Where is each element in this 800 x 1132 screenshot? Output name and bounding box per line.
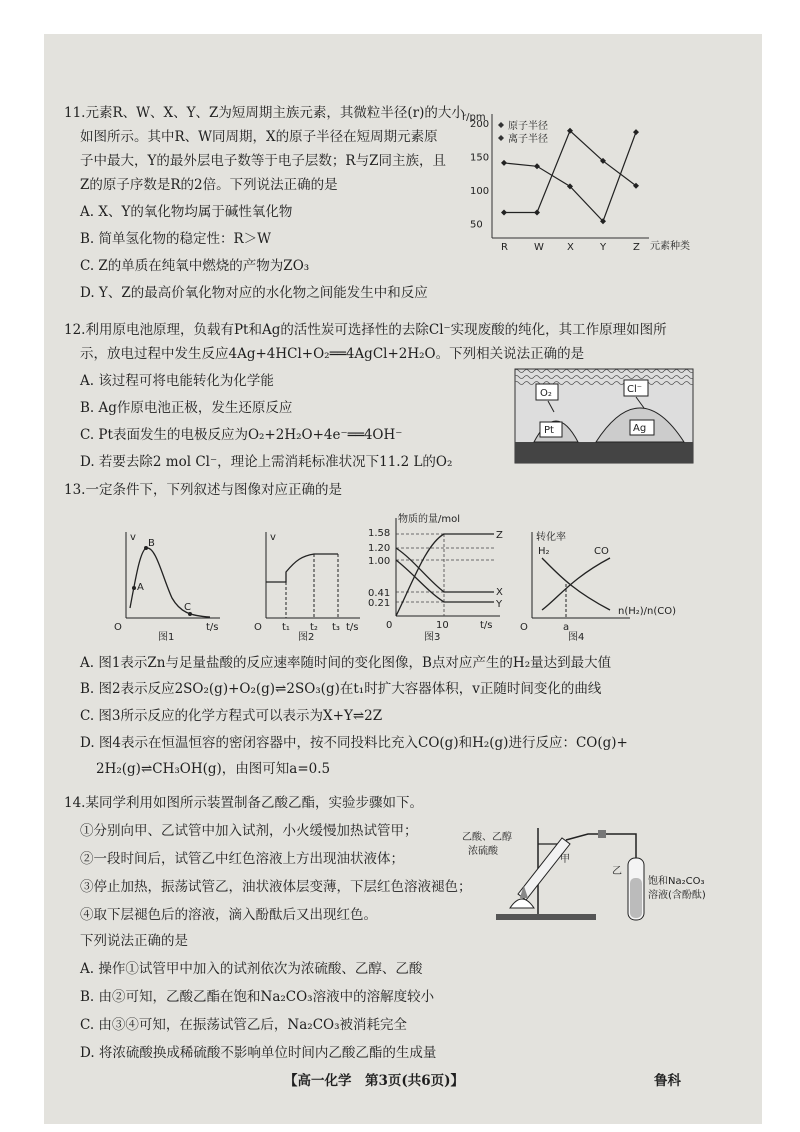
solution-surface [515,369,693,385]
fig2-origin: O [254,622,262,633]
q13-option-a: A. 图1表示Zn与足量盐酸的反应速率随时间的变化图像，B点对应产生的H₂量达到最大值 [80,655,612,671]
fig3-tick-120: 1.20 [368,543,391,554]
q13-option-b: B. 图2表示反应2SO₂(g)+O₂(g)⇌2SO₃(g)在t₁时扩大容器体积，v正随时间变化的曲线 [80,681,602,697]
radius-x-label: 元素种类 [650,241,690,252]
edition-label: 鲁科 [654,1073,681,1089]
q14-prompt: 下列说法正确的是 [80,933,188,949]
fig4-caption: 图4 [568,632,585,643]
radius-x-tick: W [534,242,544,253]
radius-x-tick: Y [600,242,607,253]
q13-option-d-cont: 2H₂(g)⇌CH₃OH(g)，由图可知a=0.5 [96,761,331,777]
delivery-tube [566,834,636,884]
fig2-caption: 图2 [298,632,315,643]
fig2-tick-t3: t₃ [332,622,340,633]
fig4-curve-co [542,558,610,610]
q11-line-2: 如图所示。其中R、W同周期，X的原子半径在短周期元素原 [80,129,438,145]
q11-line-4: Z的原子序数是R的2倍。下列说法正确的是 [80,177,338,193]
legend-atom-radius: 原子半径 [508,121,548,132]
fig1-label-c: C [184,602,191,613]
q11-line-1: 11.元素R、W、X、Y、Z为短周期主族元素，其微粒半径(r)的大小 [64,105,465,121]
fig4-curve-h2 [542,558,610,610]
fig3-tick-100: 1.00 [368,556,391,567]
q11-option-b: B. 简单氢化物的稳定性：R＞W [80,231,272,247]
q14-option-a: A. 操作①试管甲中加入的试剂依次为浓硫酸、乙醇、乙酸 [80,961,423,977]
tube-label-jia: 甲 [560,854,570,865]
q12-line-1: 12.利用原电池原理，负载有Pt和Ag的活性炭可选择性的去除Cl⁻实现废酸的纯化，其工作原理如图所 [64,322,667,338]
activated-carbon [515,442,693,463]
radius-y-tick: 50 [470,219,483,231]
fig3-origin: 0 [386,620,393,631]
figure-4 [514,526,677,646]
fig2-y-label: v [270,532,276,543]
radius-x-tick: X [567,242,574,253]
fig4-tick-a: a [563,622,570,633]
fig3-caption: 图3 [424,632,441,643]
fig4-origin: O [520,622,528,633]
q14-step-2: ②一段时间后，试管乙中红色溶液上方出现油状液体； [80,851,404,867]
esterification-apparatus [462,818,706,930]
test-tube-jia [518,838,570,900]
q14-option-d: D. 将浓硫酸换成稀硫酸不影响单位时间内乙酸乙酯的生成量 [80,1045,437,1061]
fig1-x-label: t/s [206,622,219,633]
fig1-caption: 图1 [158,632,175,643]
fig4-label-h2: H₂ [538,546,550,557]
electrode-diagram [514,368,694,464]
fig1-y-label: v [130,532,136,543]
cl-label: Cl⁻ [627,384,643,395]
legend-marker-atom [498,122,504,128]
radius-point [501,210,507,216]
radius-y-tick: 100 [470,186,490,198]
radius-legend [498,119,548,145]
fig1-point-a [132,586,136,590]
figure-2 [246,526,366,646]
fig3-tick-021: 0.21 [368,598,391,609]
q11-line-3: 子中最大，Y的最外层电子数等于电子层数；R与Z同主族，且 [80,153,446,169]
q13-option-d: D. 图4表示在恒温恒容的密闭容器中，按不同投料比充入CO(g)和H₂(g)进行反应：CO(g)+ [80,735,628,751]
q14-option-c: C. 由③④可知，在振荡试管乙后，Na₂CO₃被消耗完全 [80,1017,408,1033]
fig4-label-co: CO [594,546,609,557]
fig3-tick-158: 1.58 [368,528,391,539]
radius-x-tick: R [501,242,508,253]
legend-marker-ion [498,135,504,141]
q12-option-b: B. Ag作原电池正极，发生还原反应 [80,400,293,416]
radius-y-tick: 200 [470,119,490,131]
tube-joint [598,830,606,838]
stand-base [496,914,596,920]
q11-option-a: A. X、Y的氧化物均属于碱性氧化物 [80,204,293,220]
fig3-curve-z [396,534,494,616]
page-footer: 【高一化学 第3页(共6页)】 [284,1073,465,1089]
q14-step-1: ①分别向甲、乙试管中加入试剂，小火缓慢加热试管甲； [80,823,418,839]
solution-label-2: 溶液(含酚酞) [648,890,706,901]
alcohol-lamp [510,899,534,908]
ag-label: Ag [633,423,647,434]
reagent-label-1: 乙酸、乙醇 [462,832,512,843]
fig4-y-label: 转化率 [536,532,566,543]
q14-option-b: B. 由②可知，乙酸乙酯在饱和Na₂CO₃溶液中的溶解度较小 [80,989,435,1005]
radius-point [501,160,507,166]
q12-option-c: C. Pt表面发生的电极反应为O₂+2H₂O+4e⁻══4OH⁻ [80,427,403,443]
radius-chart [454,98,712,260]
fig2-tick-t1: t₁ [282,622,290,633]
q11-option-c: C. Z的单质在纯氧中燃烧的产物为ZO₃ [80,258,310,274]
fig4-x-label: n(H₂)/n(CO) [618,606,677,617]
radius-x-tick: Z [633,242,640,253]
fig3-series-z: Z [496,530,503,541]
legend-ion-radius: 离子半径 [508,134,548,145]
fig2-x-label: t/s [346,622,359,633]
q13-option-c: C. 图3所示反应的化学方程式可以表示为X+Y⇌2Z [80,708,383,724]
fig3-series-x: X [496,587,503,598]
q14-step-4: ④取下层褪色后的溶液，滴入酚酞后又出现红色。 [80,907,377,923]
figure-3 [366,510,508,646]
tube-label-yi: 乙 [612,866,622,877]
figure-1 [106,526,226,646]
radius-point [633,129,639,135]
fig3-x-label: t/s [480,620,493,631]
q12-option-a: A. 该过程可将电能转化为化学能 [80,373,274,389]
fig3-curve-y [396,560,494,602]
fig3-tick-10: 10 [436,620,449,631]
q12-option-d: D. 若要去除2 mol Cl⁻，理论上需消耗标准状况下11.2 L的O₂ [80,454,453,470]
solution-label-1: 饱和Na₂CO₃ [648,876,705,887]
q14-stem: 14.某同学利用如图所示装置制备乙酸乙酯，实验步骤如下。 [64,795,423,811]
fig2-tick-t2: t₂ [310,622,318,633]
q12-line-2: 示，放电过程中发生反应4Ag+4HCl+O₂══4AgCl+2H₂O。下列相关说法正确的是 [80,346,585,362]
radius-point [534,163,540,169]
o2-label: O₂ [540,388,552,399]
q14-step-3: ③停止加热，振荡试管乙，油状液体层变薄，下层红色溶液褪色； [80,879,472,895]
fig1-label-a: A [137,582,144,593]
radius-y-tick: 150 [470,152,490,164]
radius-point [534,210,540,216]
fig1-label-b: B [148,538,155,549]
radius-y-label: r/pm [462,112,486,123]
reagent-label-2: 浓硫酸 [468,846,498,857]
radius-series-line [504,132,636,221]
q11-option-d: D. Y、Z的最高价氧化物对应的水化物之间能发生中和反应 [80,285,428,301]
q13-stem: 13.一定条件下，下列叙述与图像对应正确的是 [64,482,342,498]
fig2-curve [266,554,338,582]
pt-label: Pt [544,425,554,436]
fig3-tick-041: 0.41 [368,588,391,599]
fig3-series-y: Y [496,599,503,610]
red-solution [630,878,642,918]
fig1-origin: O [114,622,122,633]
fig3-y-label: 物质的量/mol [398,514,461,525]
